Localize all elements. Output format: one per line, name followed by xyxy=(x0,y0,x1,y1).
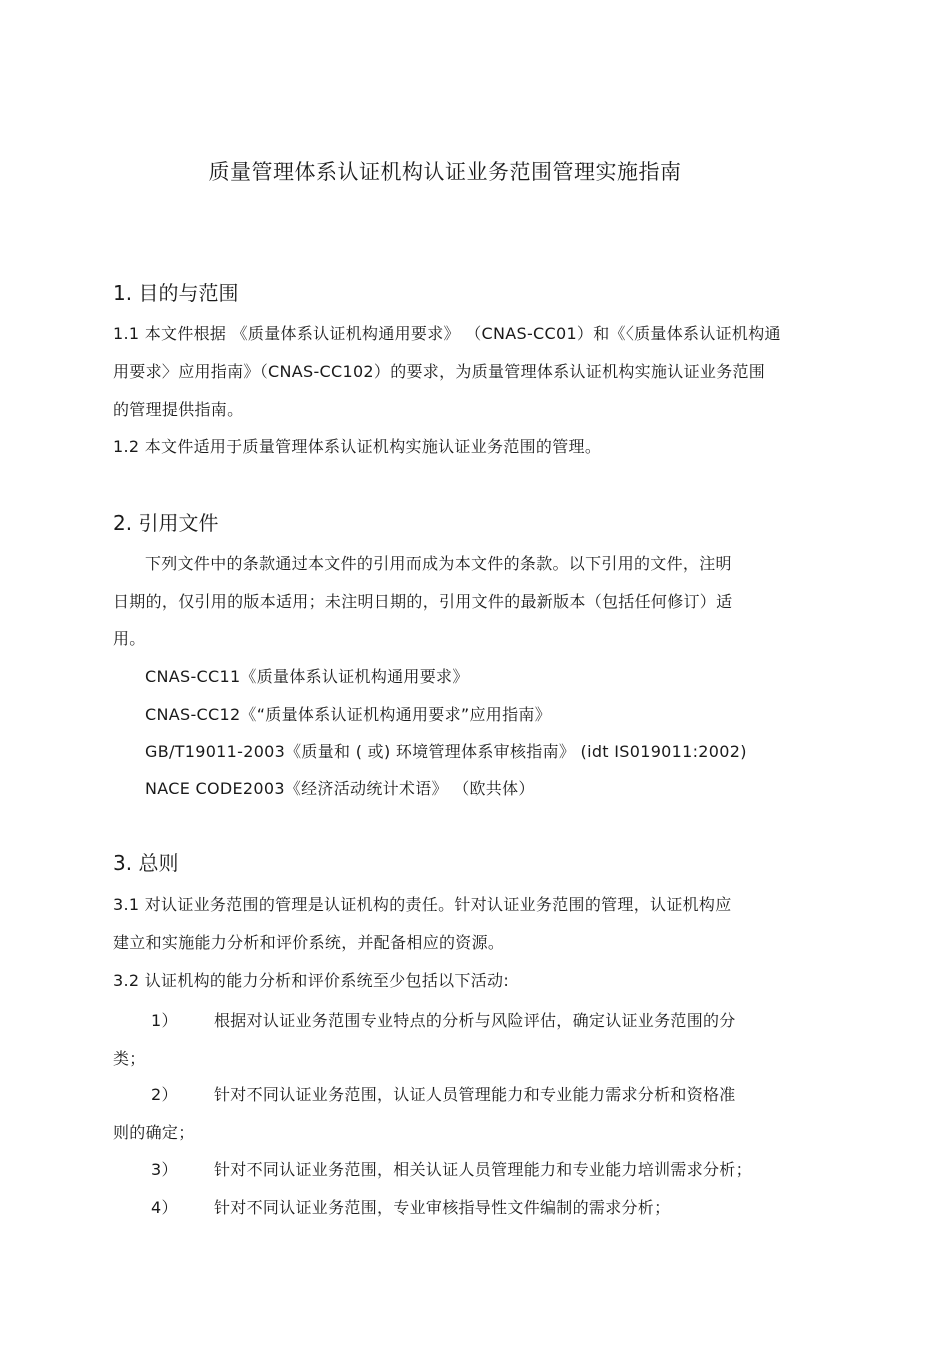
reference-item: GB/T19011-2003《质量和 ( 或) 环境管理体系审核指南》 (idt IS019011:2002) xyxy=(145,742,747,761)
section-1-heading: 1. 目的与范围 xyxy=(113,281,239,305)
paragraph-line: 用要求〉应用指南》（CNAS-CC102）的要求，为质量管理体系认证机构实施认证业务范围 xyxy=(113,362,766,381)
list-item-number: 4） xyxy=(151,1198,178,1217)
paragraph-line: 建立和实施能力分析和评价系统，并配备相应的资源。 xyxy=(113,933,505,952)
paragraph-line: 1.1 本文件根据 《质量体系认证机构通用要求》 （CNAS-CC01）和《〈质量体系认证机构通 xyxy=(113,324,781,343)
list-item-text: 针对不同认证业务范围，认证人员管理能力和专业能力需求分析和资格准 xyxy=(214,1085,736,1104)
paragraph-line: 3.1 对认证业务范围的管理是认证机构的责任。针对认证业务范围的管理，认证机构应 xyxy=(113,895,732,914)
paragraph-line: 3.2 认证机构的能力分析和评价系统至少包括以下活动: xyxy=(113,971,510,990)
list-item-number: 1） xyxy=(151,1011,178,1030)
list-item-number: 2） xyxy=(151,1085,178,1104)
paragraph-line: 用。 xyxy=(113,629,146,648)
reference-item: CNAS-CC12《“质量体系认证机构通用要求”应用指南》 xyxy=(145,705,551,724)
section-2-heading: 2. 引用文件 xyxy=(113,511,219,535)
paragraph-line: 日期的，仅引用的版本适用；未注明日期的，引用文件的最新版本（包括任何修订）适 xyxy=(113,592,733,611)
list-item-text: 针对不同认证业务范围，相关认证人员管理能力和专业能力培训需求分析； xyxy=(214,1160,752,1179)
reference-item: NACE CODE2003《经济活动统计术语》 （欧共体） xyxy=(145,779,535,798)
reference-item: CNAS-CC11《质量体系认证机构通用要求》 xyxy=(145,667,469,686)
list-item-text: 针对不同认证业务范围，专业审核指导性文件编制的需求分析； xyxy=(214,1198,671,1217)
paragraph-line: 1.2 本文件适用于质量管理体系认证机构实施认证业务范围的管理。 xyxy=(113,437,602,456)
list-item-text: 根据对认证业务范围专业特点的分析与风险评估，确定认证业务范围的分 xyxy=(214,1011,736,1030)
section-3-heading: 3. 总则 xyxy=(113,851,179,875)
paragraph-line: 下列文件中的条款通过本文件的引用而成为本文件的条款。以下引用的文件，注明 xyxy=(145,554,732,573)
document-title: 质量管理体系认证机构认证业务范围管理实施指南 xyxy=(208,160,682,184)
paragraph-line: 的管理提供指南。 xyxy=(113,400,244,419)
paragraph-line: 则的确定； xyxy=(113,1123,195,1142)
paragraph-line: 类； xyxy=(113,1049,146,1068)
list-item-number: 3） xyxy=(151,1160,178,1179)
